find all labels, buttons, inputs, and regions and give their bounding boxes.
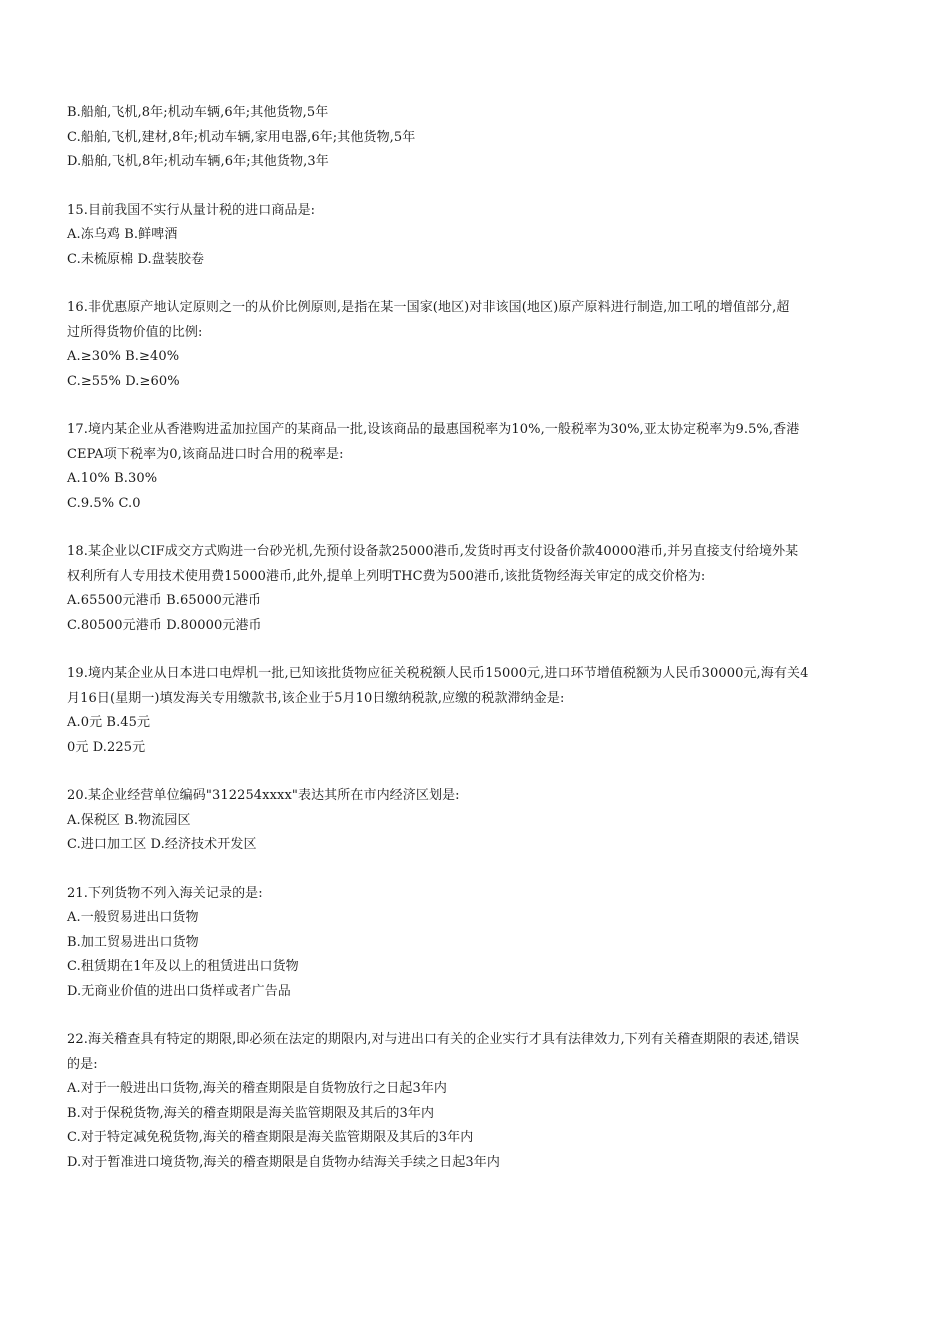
question-text: 22.海关稽查具有特定的期限,即必须在法定的期限内,对与进出口有关的企业实行才具有法律效力,下列有关稽查期限的表述,错误: [67, 1032, 800, 1047]
option-line: C.≥55% D.≥60%: [67, 373, 180, 389]
option-line: C.未梳原棉 D.盘装胶卷: [67, 251, 205, 267]
option-line: B.加工贸易进出口货物: [67, 934, 199, 950]
question-text: CEPA项下税率为0,该商品进口时合用的税率是:: [67, 446, 344, 462]
option-line: A.0元 B.45元: [67, 715, 151, 730]
question-text: 的是:: [67, 1056, 98, 1072]
option-line: C.租赁期在1年及以上的租赁进出口货物: [67, 959, 299, 974]
question-15: [67, 199, 887, 273]
option-line: C.进口加工区 D.经济技术开发区: [67, 837, 257, 852]
question-19: [67, 662, 887, 760]
option-line: C.船舶,飞机,建材,8年;机动车辆,家用电器,6年;其他货物,5年: [67, 129, 416, 145]
option-line: C.9.5% C.0: [67, 495, 141, 511]
option-line: B.对于保税货物,海关的稽查期限是海关监管期限及其后的3年内: [67, 1105, 435, 1121]
question-18: [67, 540, 887, 638]
option-line: A.65500元港币 B.65000元港币: [67, 593, 262, 608]
document-page: [67, 101, 887, 1175]
question-text: 16.非优惠原产地认定原则之一的从价比例原则,是指在某一国家(地区)对非该国(地区)原产原料进行制造,加工吼的增值部分,超: [67, 300, 790, 315]
option-line: A.10% B.30%: [67, 471, 158, 486]
question-text: 过所得货物价值的比例:: [67, 324, 203, 340]
option-line: A.一般贸易进出口货物: [67, 910, 199, 925]
question-16: [67, 296, 887, 394]
question-20: [67, 784, 887, 858]
option-line: A.保税区 B.物流园区: [67, 812, 191, 828]
question-22: [67, 1028, 887, 1175]
question-text: 17.境内某企业从香港购进孟加拉国产的某商品一批,设该商品的最惠国税率为10%,一般税率为30%,亚太协定税率为9.5%,香港: [67, 422, 800, 437]
question-text: 15.目前我国不实行从量计税的进口商品是:: [67, 202, 316, 218]
option-line: D.无商业价值的进出口货样或者广告品: [67, 983, 291, 999]
question-17: [67, 418, 887, 516]
option-line: B.船舶,飞机,8年;机动车辆,6年;其他货物,5年: [67, 105, 329, 120]
option-line: D.船舶,飞机,8年;机动车辆,6年;其他货物,3年: [67, 154, 329, 169]
question-text: 18.某企业以CIF成交方式购进一台砂光机,先预付设备款25000港币,发货时再支付设备价款40000港币,并另直接支付给境外某: [67, 544, 799, 559]
option-line: A.对于一般进出口货物,海关的稽查期限是自货物放行之日起3年内: [67, 1081, 448, 1096]
question-text: 权利所有人专用技术使用费15000港币,此外,提单上列明THC费为500港币,该批货物经海关审定的成交价格为:: [67, 568, 706, 584]
question-text: 21.下列货物不列入海关记录的是:: [67, 885, 263, 901]
question-text: 月16日(星期一)填发海关专用缴款书,该企业于5月10日缴纳税款,应缴的税款滞纳金是:: [67, 690, 565, 706]
option-line: 0元 D.225元: [67, 739, 146, 755]
question-text: 20.某企业经营单位编码"312254xxxx"表达其所在市内经济区划是:: [67, 788, 460, 803]
option-line: C.对于特定减免税货物,海关的稽查期限是海关监管期限及其后的3年内: [67, 1130, 474, 1145]
question-text: 19.境内某企业从日本进口电焊机一批,已知该批货物应征关税税额人民币15000元,进口环节增值税额为人民币30000元,海有关4: [67, 666, 809, 681]
question-21: [67, 882, 887, 1005]
previous-question-options: [67, 101, 887, 175]
option-line: A.冻乌鸡 B.鲜啤酒: [67, 227, 178, 242]
option-line: A.≥30% B.≥40%: [67, 349, 180, 364]
option-line: C.80500元港币 D.80000元港币: [67, 617, 262, 633]
option-line: D.对于暂准进口境货物,海关的稽查期限是自货物办结海关手续之日起3年内: [67, 1154, 500, 1170]
